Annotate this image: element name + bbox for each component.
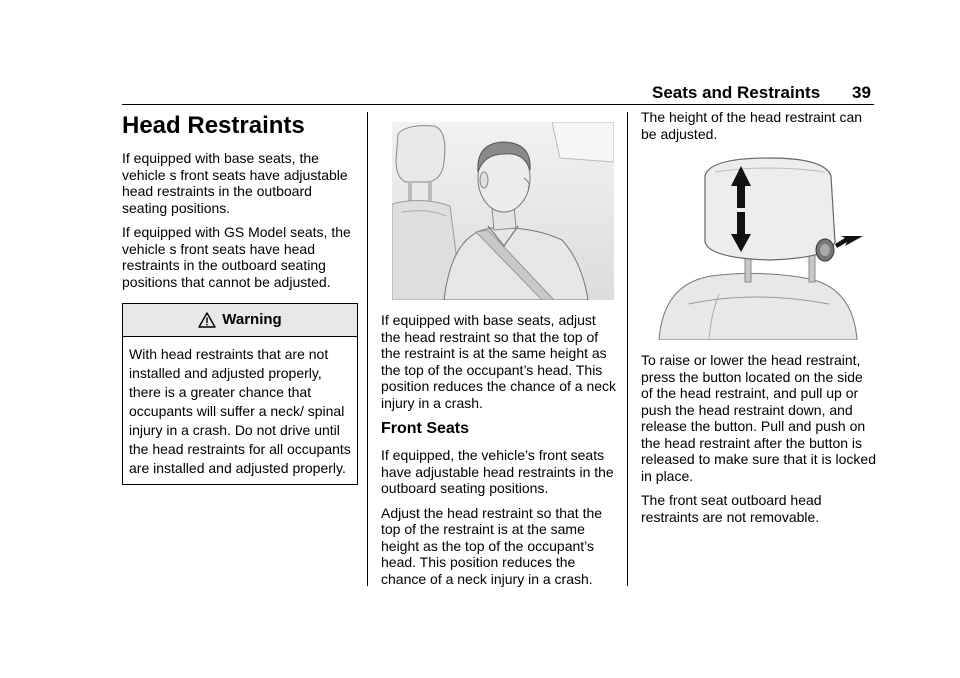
section-title: Seats and Restraints (652, 83, 821, 102)
column-divider (627, 112, 628, 586)
column-3 (641, 109, 877, 533)
column-divider (367, 112, 368, 586)
paragraph: To raise or lower the head restraint, press the button located on the side of the head restraint, and pull up or push the head restraint down, and release the button. Pull and push on the head restraint after the button is released to make sure that it is locked in place. (641, 352, 877, 484)
paragraph: The front seat outboard head restraints are not removable. (641, 492, 822, 525)
column-1 (122, 112, 358, 485)
driver-head-restraint-illustration (392, 122, 614, 300)
head-restraint-adjustment-illustration (649, 154, 865, 340)
column-2 (381, 112, 617, 595)
page-heading: Head Restraints (122, 112, 305, 139)
paragraph: If equipped with base seats, adjust the head restraint so that the top of the restraint is at the same height as the top of the occupant’s head. This position reduces the chance of a neck injury in a crash. (381, 312, 617, 411)
warning-text: With head restraints that are not installed and adjusted properly, there is a greater chance that occupants will suffer a neck/ spinal injury in a crash. Do not drive until the head restraints for all occupants are installed and adjusted properly. (129, 346, 351, 476)
page-number: 39 (852, 83, 871, 102)
paragraph: The height of the head restraint can be adjusted. (641, 109, 863, 142)
warning-title: Warning (222, 310, 282, 328)
paragraph: If equipped, the vehicle’s front seats have adjustable head restraints in the outboard seating positions. (381, 447, 614, 496)
warning-header (123, 304, 357, 337)
paragraph: If equipped with GS Model seats, the vehicle s front seats have head restraints in the outboard seating positions that cannot be adjusted. (122, 224, 351, 290)
header-rule (122, 104, 874, 105)
section-heading: Front Seats (381, 420, 470, 437)
warning-box (122, 303, 358, 485)
paragraph: If equipped with base seats, the vehicle s front seats have adjustable head restraints in the outboard seating positions. (122, 150, 348, 216)
warning-triangle-icon (198, 312, 216, 328)
paragraph: Adjust the head restraint so that the top of the restraint is at the same height as the top of the occupant’s head. This position reduces the chance of a neck injury in a crash. (381, 504, 603, 587)
